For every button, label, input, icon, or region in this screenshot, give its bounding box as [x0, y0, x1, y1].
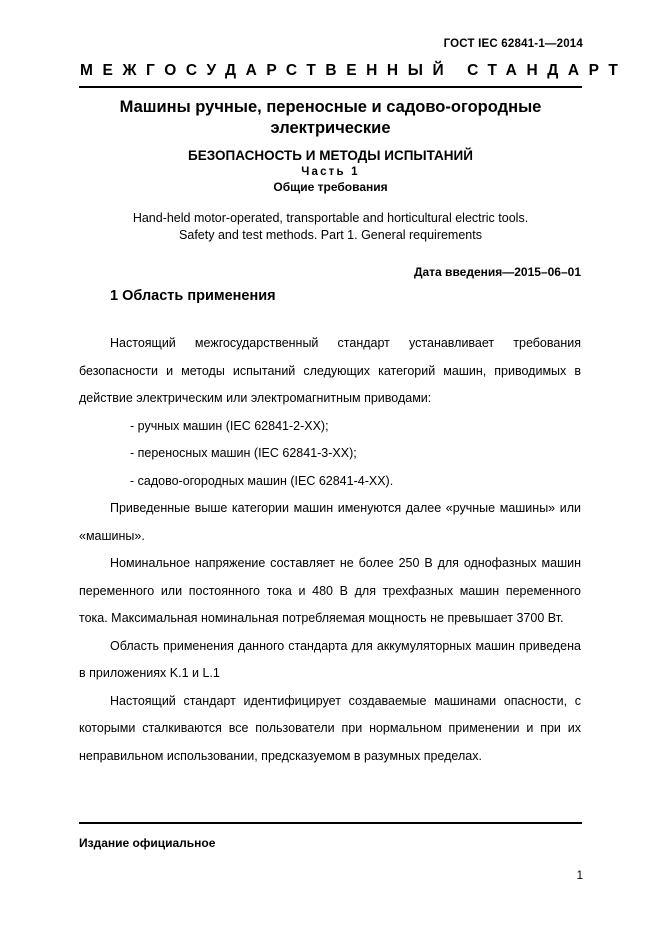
document-title-line-1: Машины ручные, переносные и садово-огородные: [119, 98, 542, 116]
header-divider: [79, 86, 582, 88]
paragraph: Настоящий межгосударственный стандарт устанавливает требования безопасности и методы испытаний следующих категорий машин, приводимых в действие электрическим или электромагнитным приводами:: [79, 336, 581, 405]
english-title-line-2: Safety and test methods. Part 1. General requirements: [179, 228, 482, 242]
section-heading: 1 Область применения: [110, 288, 276, 304]
part-label: Часть 1: [301, 166, 360, 178]
list-item: - переносных машин (IEC 62841-3-XX);: [130, 446, 357, 460]
document-subtitle: БЕЗОПАСНОСТЬ И МЕТОДЫ ИСПЫТАНИЙ: [188, 148, 473, 163]
standard-number: ГОСТ IEC 62841-1—2014: [443, 38, 583, 50]
section-body: [79, 330, 581, 770]
paragraph: Номинальное напряжение составляет не более 250 В для однофазных машин переменного или постоянного тока и 480 В для трехфазных машин переменного тока. Максимальная номинальная потребляемая мощность не превышает 3700 Вт.: [79, 556, 581, 625]
paragraph: Область применения данного стандарта для аккумуляторных машин приведена в приложениях K.1 и L.1: [79, 638, 581, 680]
part-title: Общие требования: [273, 180, 388, 194]
introduction-date: Дата введения—2015–06–01: [413, 265, 581, 279]
paragraph: Настоящий стандарт идентифицирует создаваемые машинами опасности, с которыми сталкиваются все пользователи при нормальном применении и при их неправильном использовании, предсказуемом в разумных пределах.: [79, 693, 581, 763]
footer-divider: [79, 822, 582, 824]
document-title: [79, 97, 582, 139]
edition-label: Издание официальное: [79, 836, 216, 850]
list-item: - садово-огородных машин (IEC 62841-4-XX).: [130, 473, 394, 488]
english-title: [79, 210, 582, 244]
document-title-line-2: электрические: [270, 119, 391, 137]
list-item: - ручных машин (IEC 62841-2-XX);: [130, 418, 329, 433]
english-title-line-1: Hand-held motor-operated, transportable and horticultural electric tools.: [132, 211, 529, 225]
standard-kind: МЕЖГОСУДАРСТВЕННЫЙ СТАНДАРТ: [80, 62, 628, 79]
paragraph: Приведенные выше категории машин именуются далее «ручные машины» или «машины».: [79, 501, 581, 543]
page-number: 1: [576, 870, 583, 882]
